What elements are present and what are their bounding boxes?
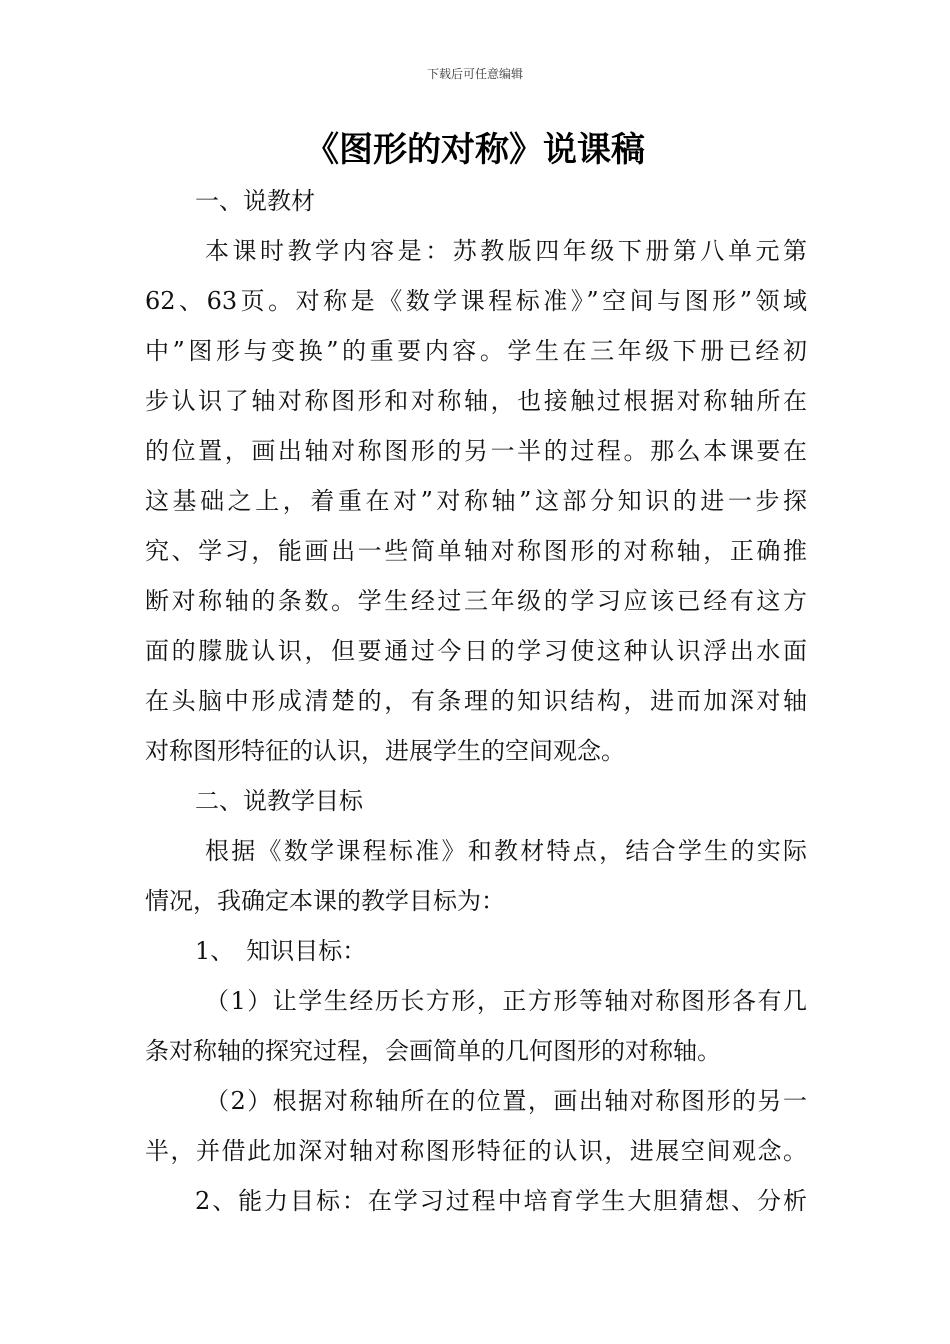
document-body [145, 176, 807, 1226]
paragraph-line: 2、能力目标：在学习过程中培育学生大胆猜想、分析 [195, 1187, 807, 1215]
paragraph-line: 断对称轴的条数。学生经过三年级的学习应该已经有这方 [145, 587, 807, 615]
document-title: 《图形的对称》说课稿 [305, 130, 645, 170]
section-heading-textbook: 一、说教材 [195, 187, 315, 215]
page-header: 下载后可任意编辑 [426, 67, 523, 81]
paragraph-line: 的位置，画出轴对称图形的另一半的过程。那么本课要在 [145, 437, 807, 465]
paragraph-line: 在头脑中形成清楚的，有条理的知识结构，进而加深对轴 [145, 687, 807, 715]
paragraph-line: 62、63页。对称是《数学课程标准》”空间与图形”领域 [145, 287, 807, 315]
paragraph-line: 对称图形特征的认识，进展学生的空间观念。 [145, 737, 625, 765]
paragraph-line: 情况，我确定本课的教学目标为： [145, 887, 505, 915]
section-heading-objectives: 二、说教学目标 [195, 787, 363, 815]
paragraph-line: 本课时教学内容是：苏教版四年级下册第八单元第 [205, 237, 807, 265]
paragraph-line: （2）根据对称轴所在的位置，画出轴对称图形的另一 [205, 1087, 807, 1115]
paragraph-line: 这基础之上，着重在对”对称轴”这部分知识的进一步探 [145, 487, 807, 515]
paragraph-line: 根据《数学课程标准》和教材特点，结合学生的实际 [205, 837, 807, 865]
paragraph-line: 条对称轴的探究过程，会画简单的几何图形的对称轴。 [145, 1037, 721, 1065]
paragraph-line: 步认识了轴对称图形和对称轴，也接触过根据对称轴所在 [145, 387, 807, 415]
paragraph-line: 面的朦胧认识，但要通过今日的学习使这种认识浮出水面 [145, 637, 807, 665]
paragraph-line: （1）让学生经历长方形，正方形等轴对称图形各有几 [205, 987, 807, 1015]
paragraph-line: 究、学习，能画出一些简单轴对称图形的对称轴，正确推 [145, 537, 807, 565]
paragraph-line: 半，并借此加深对轴对称图形特征的认识，进展空间观念。 [145, 1137, 807, 1165]
paragraph-line: 中”图形与变换”的重要内容。学生在三年级下册已经初 [145, 337, 807, 365]
subheading-knowledge-goal: 1、 知识目标： [195, 937, 367, 965]
